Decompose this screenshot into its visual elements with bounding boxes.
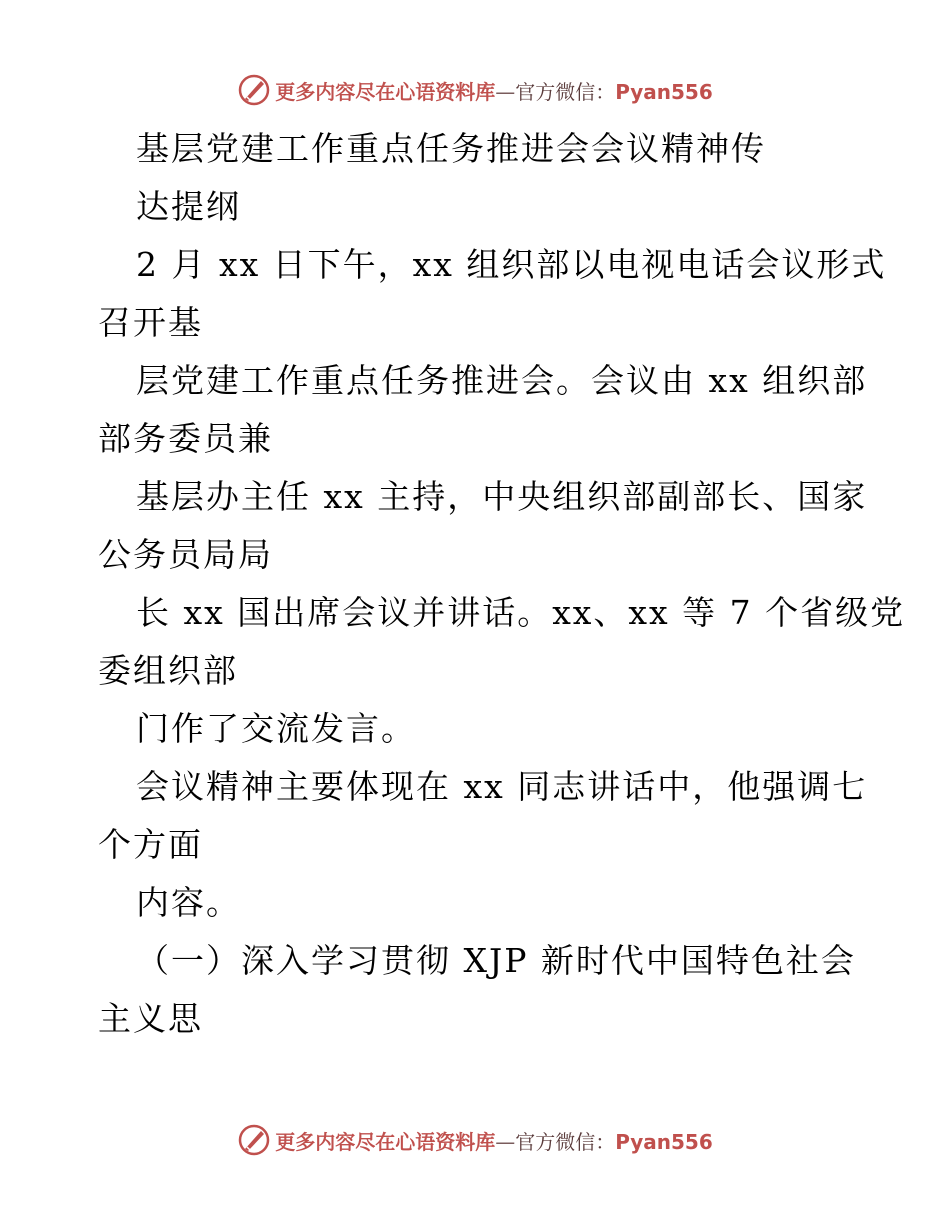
text-line: 长 xx 国出席会议并讲话。xx、xx 等 7 个省级党 xyxy=(136,593,906,632)
quill-pen-logo-icon xyxy=(237,1123,271,1157)
quill-pen-logo-icon xyxy=(237,73,271,107)
watermark-dash: — xyxy=(495,79,516,104)
text-line: 基层办主任 xx 主持，中央组织部副部长、国家 xyxy=(136,477,868,516)
watermark-brand: 更多内容尽在心语资料库 xyxy=(275,79,496,104)
text-line: 内容。 xyxy=(136,883,241,922)
text-line: 2 月 xx 日下午，xx 组织部以电视电话会议形式 xyxy=(136,245,887,284)
watermark-official: 官方微信： xyxy=(515,79,616,104)
watermark-official: 官方微信： xyxy=(515,1129,616,1154)
watermark-wechat-id: Pyan556 xyxy=(615,1129,713,1154)
text-line: 公务员局局 xyxy=(98,535,273,574)
watermark-wechat-id: Pyan556 xyxy=(615,79,713,104)
text-line: 层党建工作重点任务推进会。会议由 xx 组织部 xyxy=(136,361,868,400)
text-line: 召开基 xyxy=(98,303,203,342)
text-line: 部务委员兼 xyxy=(98,419,273,458)
text-line: 达提纲 xyxy=(136,187,241,226)
watermark-text xyxy=(275,1126,713,1155)
watermark-text xyxy=(275,76,713,105)
document-body xyxy=(98,120,906,1048)
text-line: 会议精神主要体现在 xx 同志讲话中，他强调七 xyxy=(136,767,868,806)
header-watermark xyxy=(0,70,950,110)
text-line: 主义思 xyxy=(98,999,203,1038)
text-line: 基层党建工作重点任务推进会会议精神传 xyxy=(136,129,766,168)
text-line: 委组织部 xyxy=(98,651,238,690)
text-line: 门作了交流发言。 xyxy=(136,709,416,748)
text-line: 个方面 xyxy=(98,825,203,864)
footer-watermark xyxy=(0,1120,950,1160)
text-line: （一）深入学习贯彻 XJP 新时代中国特色社会 xyxy=(136,941,856,980)
watermark-dash: — xyxy=(495,1129,516,1154)
watermark-brand: 更多内容尽在心语资料库 xyxy=(275,1129,496,1154)
